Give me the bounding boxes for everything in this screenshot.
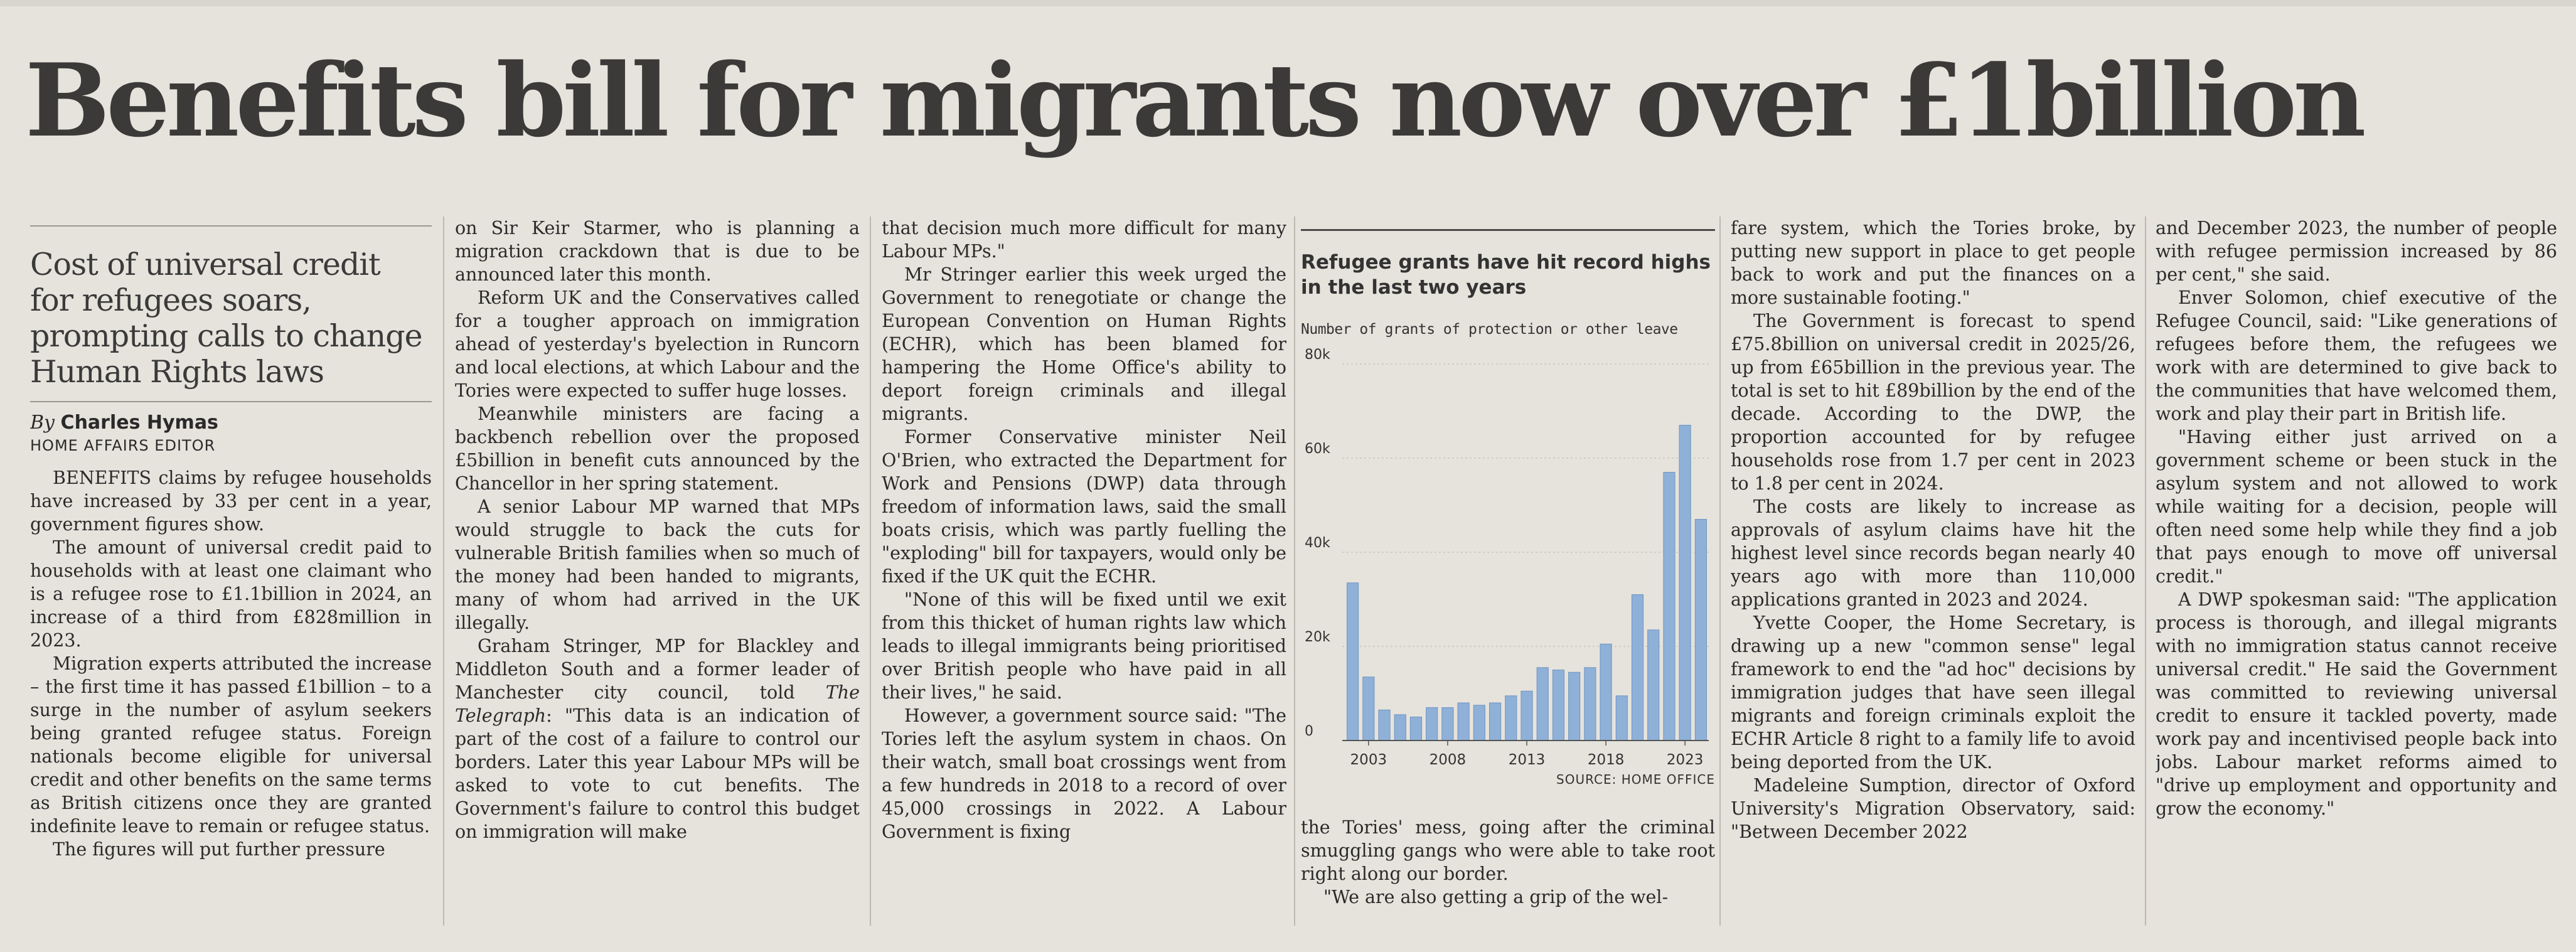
standfirst: Cost of universal credit for refugees soars, prompting calls to change Human Rights laws [30, 247, 422, 390]
column-divider [2145, 217, 2146, 926]
bar [1600, 644, 1611, 741]
y-tick-label: 0 [1305, 724, 1313, 739]
top-rule [0, 0, 2576, 6]
bar [1648, 630, 1659, 741]
paragraph: Former Conservative minister Neil O'Brien, who extracted the Department for Work and Pensions (DWP) data through freedom of information laws, said the small boats crisis, which was partly fuelling the "exploding" bill for taxpayers, would only be fixed if the UK quit the ECHR. [882, 427, 1286, 587]
column-divider [443, 217, 444, 926]
paragraph: Mr Stringer earlier this week urged the Government to renegotiate or change the European Convention on Human Rights (ECHR), which has been blamed for hampering the Home Office's ability to deport foreign criminals and illegal migrants. [882, 264, 1286, 424]
bar [1616, 696, 1627, 741]
paragraph: The figures will put further pressure [53, 839, 385, 860]
bar [1632, 595, 1643, 741]
column-1 [30, 217, 432, 941]
bar [1585, 668, 1596, 741]
byline-name: Charles Hymas [60, 412, 218, 434]
byline [30, 411, 432, 435]
bar [1489, 703, 1500, 741]
chart-ylabel: Number of grants of protection or other leave [1301, 321, 1678, 338]
paragraph: "We are also getting a grip of the wel- [1323, 887, 1669, 907]
paragraph: BENEFITS claims by refugee households have increased by 33 per cent in a year, government figures show. [30, 468, 432, 535]
bar [1473, 705, 1485, 741]
paragraph: fare system, which the Tories broke, by putting new support in place to get people back to work and put the finances on a more sustainable footing." [1731, 218, 2135, 308]
paragraph: The amount of universal credit paid to households with at least one claimant who is a refugee rose to £1.1billion in 2024, an increase of a third from £828million in 2023. [30, 537, 432, 651]
paragraph: "Having either just arrived on a government scheme or been stuck in the asylum system and not allowed to work while waiting for a decision, people will often need some help while they find a job that pays enough to move off universal credit." [2156, 427, 2557, 587]
chart-top-rule [1301, 229, 1715, 231]
paragraph-text: : "This data is an indication of part of the cost of a failure to control our borders. Later this year Labour MPs will be asked to vote to cut benefits. The Government's failure to control this budget on immigration will make [455, 705, 860, 842]
column-5 [2156, 217, 2557, 941]
byline-role: HOME AFFAIRS EDITOR [30, 437, 216, 454]
publication-name: The Telegraph [455, 682, 860, 726]
x-tick-label: 2013 [1508, 752, 1546, 768]
paragraph: However, a government source said: "The Tories left the asylum system in chaos. On their watch, small boat crossings went from a few hundreds in 2018 to a record of over 45,000 crossings in 2022. A Labour Government is fixing [882, 705, 1286, 842]
bar [1695, 520, 1706, 741]
headline: Benefits bill for migrants now over £1billion [25, 41, 2363, 159]
paragraph: Reform UK and the Conservatives called for a tougher approach on immigration ahead of yesterday's byelection in Runcorn and local elections, at which Labour and the Tories were expected to suffer huge losses. [455, 287, 860, 401]
chart-box [1301, 217, 1715, 800]
bar [1426, 708, 1438, 741]
paragraph: the Tories' mess, going after the criminal smuggling gangs who were able to take root right along our border. [1301, 817, 1715, 884]
x-tick-label: 2018 [1587, 752, 1625, 768]
paragraph: A DWP spokesman said: "The application process is thorough, and illegal migrants with no immigration status cannot receive universal credit." He said the Government was committed to reviewing universal credit to ensure it tackled poverty, made work pay and incentivised people back into jobs. Labour market reforms aimed to "drive up employment and opportunity and grow the economy." [2156, 589, 2557, 819]
bar [1569, 672, 1580, 741]
paragraph: and December 2023, the number of people with refugee permission increased by 86 per cent," she said. [2156, 218, 2557, 285]
paragraph: Madeleine Sumption, director of Oxford University's Migration Observatory, said: "Between December 2022 [1731, 775, 2135, 842]
paragraph: The costs are likely to increase as approvals of asylum claims have hit the highest level since records began nearly 40 years ago with more than 110,000 applications granted in 2023 and 2024. [1731, 496, 2135, 610]
y-tick-label: 40k [1305, 535, 1330, 551]
chart-source: SOURCE: HOME OFFICE [1556, 772, 1715, 787]
y-tick-label: 60k [1305, 441, 1330, 457]
chart-title: Refugee grants have hit record highs in the last two years [1301, 251, 1711, 299]
x-tick-label: 2008 [1429, 752, 1467, 768]
bar [1379, 710, 1390, 741]
bar [1458, 703, 1469, 741]
y-tick-label: 80k [1305, 348, 1330, 363]
paragraph [455, 634, 860, 843]
paragraph: The Government is forecast to spend £75.8billion on universal credit in 2025/26, up from £65billion in the previous year. The total is set to hit £89billion by the end of the decade. According to the DWP, the proportion accounted for by refugee households rose from 1.7 per cent in 2023 to 1.8 per cent in 2024. [1731, 311, 2135, 494]
paragraph-text: Graham Stringer, MP for Blackley and Middleton South and a former leader of Manchester city council, told [455, 636, 860, 703]
x-tick-label: 2003 [1350, 752, 1387, 768]
bar [1521, 691, 1532, 741]
x-tick-label: 2023 [1666, 752, 1704, 768]
bar [1347, 583, 1359, 741]
bar [1664, 473, 1675, 741]
bar [1505, 696, 1517, 741]
bar [1553, 670, 1564, 741]
column-divider [870, 217, 871, 926]
paragraph: Meanwhile ministers are facing a backbench rebellion over the proposed £5billion in benefit cuts announced by the Chancellor in her spring statement. [455, 404, 860, 494]
bar [1410, 717, 1421, 741]
column-2 [455, 217, 860, 941]
bar [1363, 677, 1374, 741]
bar [1442, 708, 1453, 741]
byline-rule [30, 401, 432, 402]
bar [1394, 715, 1406, 741]
paragraph: "None of this will be fixed until we exit from this thicket of human rights law which leads to illegal immigrants being prioritised over British people who have paid in all their lives," he said. [882, 589, 1286, 703]
paragraph: Migration experts attributed the increase – the first time it has passed £1billion – to a surge in the number of asylum seekers being granted refugee status. Foreign nationals become eligible for universal credit and other benefits on the same terms as British citizens once they are granted indefinite leave to remain or refugee status. [30, 653, 432, 837]
standfirst-rule [30, 225, 432, 227]
paragraph: Yvette Cooper, the Home Secretary, is drawing up a new "common sense" legal framework to end the "ad hoc" decisions by immigration judges that have seen illegal migrants and foreign criminals exploit the ECHR Article 8 right to a family life to avoid being deported from the UK. [1731, 612, 2135, 773]
column-divider [1719, 217, 1721, 926]
bar [1679, 425, 1691, 741]
paragraph: A senior Labour MP warned that MPs would struggle to back the cuts for vulnerable British families when so much of the money had been handed to migrants, many of whom had arrived in the UK illegally. [455, 496, 860, 633]
chart-column-text [1301, 816, 1715, 909]
paragraph: Enver Solomon, chief executive of the Refugee Council, said: "Like generations of refugees before them, the refugees we work with are determined to give back to the communities that have welcomed them, work and play their part in British life. [2156, 287, 2557, 424]
column-4 [1731, 217, 2135, 941]
bar-chart [1301, 348, 1715, 781]
paragraph: on Sir Keir Starmer, who is planning a migration crackdown that is due to be announced later this month. [455, 218, 860, 285]
byline-prefix: By [30, 412, 55, 434]
column-divider [1294, 217, 1295, 926]
paragraph: that decision much more difficult for many Labour MPs." [882, 218, 1286, 262]
y-tick-label: 20k [1305, 629, 1330, 645]
column-3 [882, 217, 1286, 941]
bar [1537, 668, 1548, 741]
